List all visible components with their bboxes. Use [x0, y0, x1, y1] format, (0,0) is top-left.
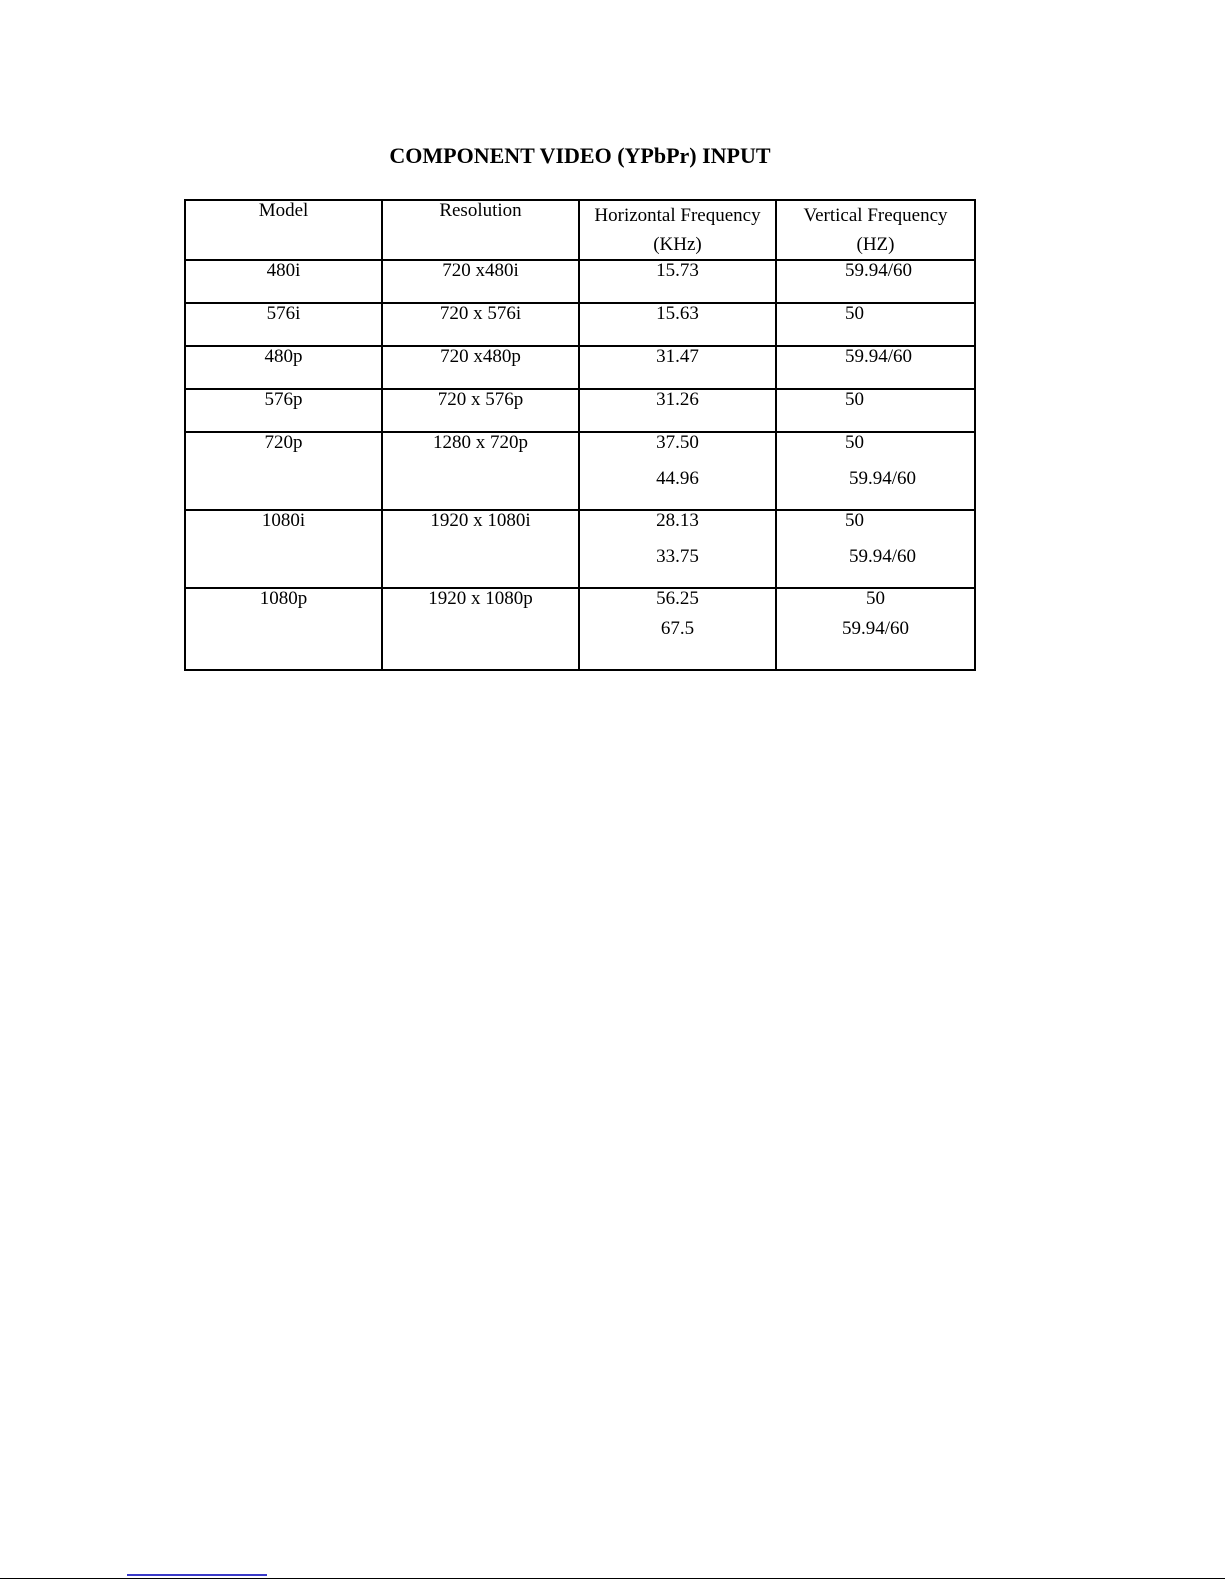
cell-model: 480i	[185, 260, 382, 303]
cell-vertical: 50 59.94/60	[776, 588, 975, 670]
cell-model: 480p	[185, 346, 382, 389]
cell-model: 576i	[185, 303, 382, 346]
table-row	[185, 260, 975, 303]
header-horizontal-frequency: Horizontal Frequency (KHz)	[579, 200, 776, 260]
header-resolution: Resolution	[382, 200, 579, 260]
cell-model: 576p	[185, 389, 382, 432]
cell-resolution: 720 x 576i	[382, 303, 579, 346]
cell-horizontal: 56.25 67.5	[579, 588, 776, 670]
cell-vertical: 50 59.94/60	[776, 432, 975, 510]
table-row	[185, 389, 975, 432]
page-title: COMPONENT VIDEO (YPbPr) INPUT	[389, 143, 771, 168]
cell-horizontal: 15.73	[579, 260, 776, 303]
header-model: Model	[185, 200, 382, 260]
cell-model: 720p	[185, 432, 382, 510]
cell-resolution: 1920 x 1080p	[382, 588, 579, 670]
cell-vertical: 50	[776, 389, 975, 432]
cell-horizontal: 37.50 44.96	[579, 432, 776, 510]
cell-resolution: 1920 x 1080i	[382, 510, 579, 588]
table-row	[185, 588, 975, 670]
table-row	[185, 303, 975, 346]
table-row	[185, 346, 975, 389]
table-row	[185, 510, 975, 588]
table-header-row	[185, 200, 975, 260]
cell-horizontal: 31.47	[579, 346, 776, 389]
cell-horizontal: 15.63	[579, 303, 776, 346]
cell-model: 1080p	[185, 588, 382, 670]
table-row	[185, 432, 975, 510]
footer-link-underline[interactable]	[127, 1574, 267, 1576]
cell-vertical: 50 59.94/60	[776, 510, 975, 588]
cell-resolution: 720 x480i	[382, 260, 579, 303]
cell-resolution: 1280 x 720p	[382, 432, 579, 510]
header-vertical-frequency: Vertical Frequency (HZ)	[776, 200, 975, 260]
cell-model: 1080i	[185, 510, 382, 588]
cell-resolution: 720 x 576p	[382, 389, 579, 432]
cell-horizontal: 28.13 33.75	[579, 510, 776, 588]
footer-divider	[0, 1578, 1225, 1579]
resolution-table	[184, 199, 976, 671]
cell-horizontal: 31.26	[579, 389, 776, 432]
cell-vertical: 59.94/60	[776, 260, 975, 303]
cell-resolution: 720 x480p	[382, 346, 579, 389]
cell-vertical: 59.94/60	[776, 346, 975, 389]
cell-vertical: 50	[776, 303, 975, 346]
